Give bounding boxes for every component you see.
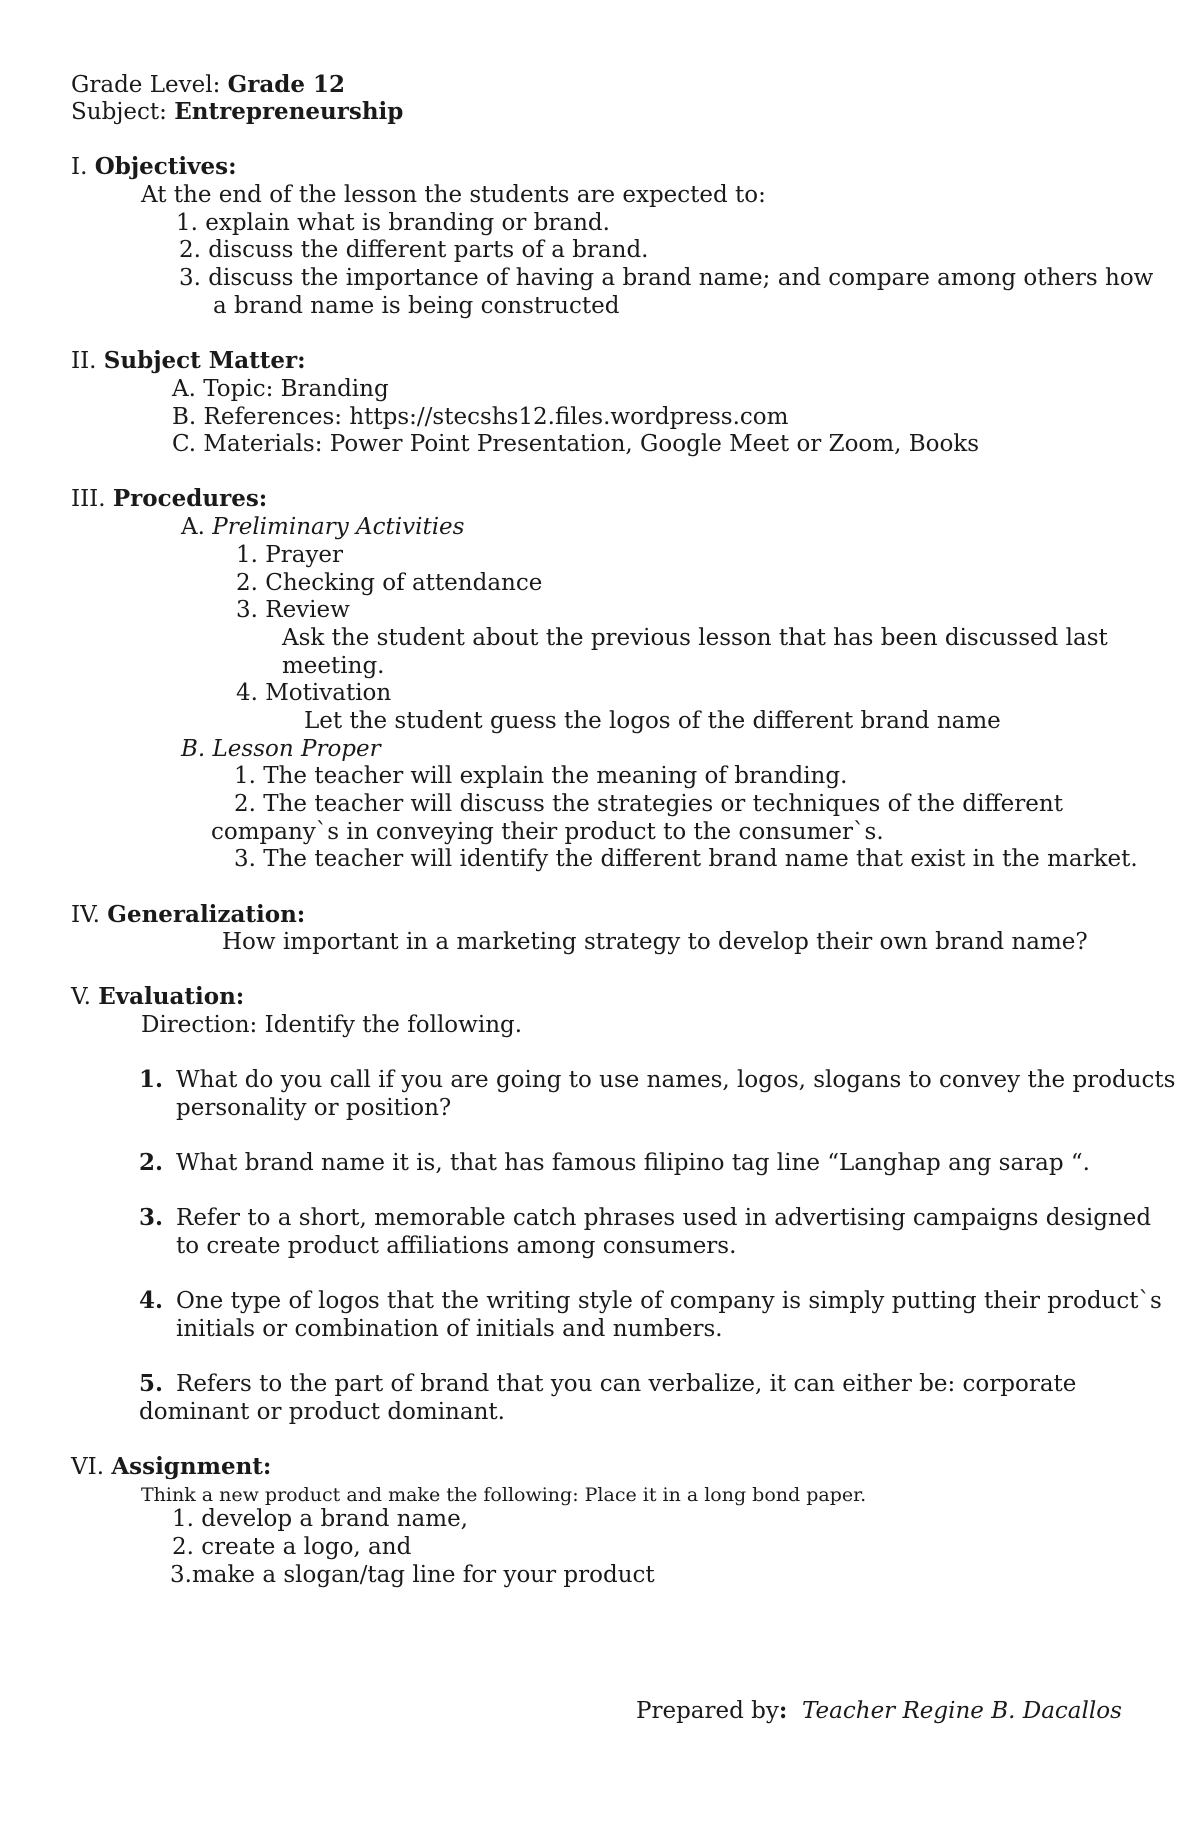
lesson-proper-item: 3. The teacher will identify the different brand name that exist in the market. bbox=[234, 846, 1138, 872]
section-numeral: III. bbox=[71, 486, 113, 512]
lesson-proper-item: 1. The teacher will explain the meaning of branding. bbox=[234, 763, 848, 789]
assignment-item: 3.make a slogan/tag line for your product bbox=[170, 1562, 655, 1588]
objective-item-continued: a brand name is being constructed bbox=[213, 293, 620, 319]
question-text-continued: personality or position? bbox=[176, 1095, 452, 1121]
question-text: Refers to the part of brand that you can verbalize, it can either be: corporate bbox=[176, 1371, 1077, 1397]
subject-matter-heading bbox=[71, 347, 306, 375]
motivation-description: Let the student guess the logos of the different brand name bbox=[304, 708, 1001, 734]
evaluation-question-1 bbox=[139, 1066, 163, 1094]
question-text: One type of logos that the writing style of company is simply putting their product`s bbox=[176, 1288, 1162, 1314]
question-text: What do you call if you are going to use names, logos, slogans to convey the products bbox=[176, 1067, 1176, 1093]
sub-letter: B. bbox=[181, 736, 213, 762]
objectives-heading bbox=[71, 153, 237, 181]
preliminary-item: 1. Prayer bbox=[236, 542, 344, 568]
subject-value: Entrepreneurship bbox=[174, 98, 404, 125]
question-text: What brand name it is, that has famous filipino tag line “Langhap ang sarap “. bbox=[176, 1150, 1090, 1176]
preliminary-item: 3. Review bbox=[236, 597, 350, 623]
grade-level-label: Grade Level: bbox=[71, 72, 228, 98]
subject-matter-item: C. Materials: Power Point Presentation, Google Meet or Zoom, Books bbox=[172, 431, 980, 457]
lesson-proper-item-continued: company`s in conveying their product to the consumer`s. bbox=[211, 819, 884, 845]
assignment-heading bbox=[71, 1453, 271, 1481]
objective-item: 2. discuss the different parts of a brand. bbox=[179, 237, 649, 263]
question-text-continued: to create product affiliations among consumers. bbox=[176, 1233, 737, 1259]
section-numeral: II. bbox=[71, 348, 104, 374]
question-number: 4. bbox=[139, 1287, 164, 1314]
assignment-instruction: Think a new product and make the following: Place it in a long bond paper. bbox=[141, 1484, 867, 1506]
prepared-by-label: Prepared by bbox=[636, 1698, 779, 1724]
evaluation-heading bbox=[71, 983, 244, 1011]
question-number: 3. bbox=[139, 1204, 164, 1231]
lesson-proper-item: 2. The teacher will discuss the strategies or techniques of the different bbox=[234, 791, 1063, 817]
evaluation-question-2 bbox=[139, 1149, 163, 1177]
section-numeral: V. bbox=[71, 984, 99, 1010]
section-title: Assignment: bbox=[111, 1453, 272, 1480]
section-numeral: VI. bbox=[71, 1454, 112, 1480]
evaluation-direction: Direction: Identify the following. bbox=[141, 1012, 523, 1038]
sub-title: Lesson Proper bbox=[212, 736, 381, 762]
question-text: Refer to a short, memorable catch phrases used in advertising campaigns designed bbox=[176, 1205, 1152, 1231]
question-number: 5. bbox=[139, 1370, 164, 1397]
assignment-item: 2. create a logo, and bbox=[172, 1534, 412, 1560]
evaluation-question-5 bbox=[139, 1370, 163, 1398]
section-title: Evaluation: bbox=[98, 983, 245, 1010]
subject-label: Subject: bbox=[71, 99, 175, 125]
prepared-by-colon: : bbox=[778, 1697, 788, 1724]
objective-item: 3. discuss the importance of having a brand name; and compare among others how bbox=[179, 265, 1154, 291]
question-text-continued: dominant or product dominant. bbox=[139, 1399, 505, 1425]
preliminary-activities-heading bbox=[181, 513, 464, 541]
evaluation-question-4 bbox=[139, 1287, 163, 1315]
lesson-proper-heading bbox=[181, 735, 381, 763]
teacher-name: Teacher Regine B. Dacallos bbox=[802, 1698, 1122, 1724]
question-number: 1. bbox=[139, 1066, 164, 1093]
review-description: Ask the student about the previous lesson that has been discussed last bbox=[282, 625, 1108, 651]
preliminary-item: 4. Motivation bbox=[236, 680, 392, 706]
section-title: Objectives: bbox=[94, 153, 237, 180]
question-text-continued: initials or combination of initials and numbers. bbox=[176, 1316, 723, 1342]
assignment-item: 1. develop a brand name, bbox=[172, 1506, 468, 1532]
subject-matter-item: B. References: https://stecshs12.files.wordpress.com bbox=[172, 404, 789, 430]
grade-level-line bbox=[71, 71, 345, 99]
section-title: Generalization: bbox=[107, 901, 306, 928]
subject-line bbox=[71, 98, 403, 126]
section-numeral: I. bbox=[71, 154, 95, 180]
question-number: 2. bbox=[139, 1149, 164, 1176]
procedures-heading bbox=[71, 485, 267, 513]
objective-item: 1. explain what is branding or brand. bbox=[176, 210, 610, 236]
sub-letter: A. bbox=[181, 514, 213, 540]
preliminary-item: 2. Checking of attendance bbox=[236, 570, 543, 596]
generalization-heading bbox=[71, 901, 305, 929]
objectives-intro: At the end of the lesson the students are expected to: bbox=[141, 182, 766, 208]
subject-matter-item: A. Topic: Branding bbox=[172, 376, 389, 402]
review-description-continued: meeting. bbox=[282, 653, 385, 679]
section-title: Subject Matter: bbox=[103, 347, 306, 374]
section-title: Procedures: bbox=[112, 485, 268, 512]
section-numeral: IV. bbox=[71, 902, 108, 928]
evaluation-question-3 bbox=[139, 1204, 163, 1232]
sub-title: Preliminary Activities bbox=[212, 514, 465, 540]
grade-level-value: Grade 12 bbox=[227, 71, 346, 98]
prepared-by-line bbox=[636, 1697, 1122, 1725]
generalization-question: How important in a marketing strategy to develop their own brand name? bbox=[222, 929, 1088, 955]
